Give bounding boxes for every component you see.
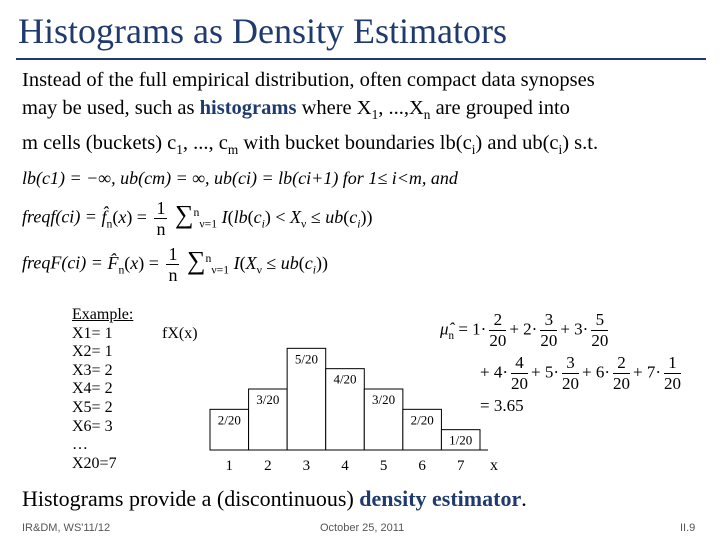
footer-page-number: II.9 (680, 522, 696, 534)
intro-line-1: Instead of the full empirical distribution, often compact data synopses (22, 69, 595, 91)
footer-course: IR&DM, WS'11/12 (22, 522, 111, 534)
x-tick-label: 5 (379, 458, 388, 474)
boundary-condition: lb(c1) = −∞, ub(cm) = ∞, ub(ci) = lb(ci+1) for 1≤ i<m, and (22, 168, 458, 188)
example-value: X5= 2 (72, 398, 113, 416)
example-value: X6= 3 (72, 417, 113, 435)
histogram-bar-label: 2/20 (217, 412, 241, 428)
histogram-bar-label: 5/20 (294, 351, 318, 367)
histograms-term: histograms (199, 97, 297, 119)
example-value: X3= 2 (72, 361, 113, 379)
freq-F-formula (22, 244, 328, 285)
histogram-bar-label: 4/20 (333, 371, 357, 387)
example-list (72, 306, 133, 473)
example-value: … (72, 436, 88, 454)
histogram-bar-label: 2/20 (410, 412, 434, 428)
example-value: X2= 1 (72, 343, 113, 361)
title-divider (16, 58, 706, 60)
histogram-bar-label: 3/20 (256, 392, 280, 407)
histogram-tick-labels (226, 458, 465, 474)
footer-date: October 25, 2011 (320, 522, 405, 534)
x-tick-label: 1 (225, 458, 234, 474)
freq-f-formula (22, 198, 372, 239)
histogram-bar-label: 1/20 (449, 432, 473, 448)
mean-estimate-formula (440, 310, 684, 416)
example-value: X1= 1 (72, 324, 113, 342)
intro-paragraph (22, 66, 712, 164)
freq-F-label: freqF(ci) = (22, 252, 103, 273)
mean-estimate-line-2: + 4· $\frac{4}{20}$ + 5· $\frac{3}{20}$ + 6· $\frac{2}{20}$ + 7· $\frac{1}{20}$ (480, 353, 681, 393)
freq-F-expression: $F̂_n(x)$ = $\frac{1}{n}$ ∑$^n_{\nu=1}$ $I(X_\nu \le ub(c_i))$ (107, 244, 329, 285)
freq-f-label: freqf(ci) = (22, 206, 97, 227)
x-tick-label: 4 (341, 458, 349, 474)
x-axis-label: x (490, 457, 498, 474)
example-heading: Example: (72, 306, 134, 323)
x-tick-label: 6 (418, 458, 426, 474)
mean-estimate-value: 3.65 (493, 396, 524, 415)
x-tick-label: 2 (264, 458, 272, 474)
freq-f-expression: $f̂_n(x)$ = $\frac{1}{n}$ ∑$^n_{\nu=1}$ $I(lb(c_i) < X_\nu \le ub(c_i))$ (101, 198, 373, 239)
slide-title: Histograms as Density Estimators (18, 11, 507, 51)
x-tick-label: 3 (302, 458, 311, 474)
mean-estimate-line-3: = 3.65 (480, 396, 524, 415)
example-value: X20=7 (72, 454, 117, 472)
intro-line-3: m cells (buckets) $c_1$, ..., $c_m$ with bucket boundaries $lb(c_i)$ and $ub(c_i)$ s.t. (22, 132, 599, 158)
x-tick-label: 7 (456, 458, 465, 474)
mean-estimate-line-1: $\mû_n = 1\cdot$ $\frac{2}{20}$ + 2· $\frac{3}{20}$ + 3· $\frac{5}{20}$ (440, 310, 609, 350)
example-value: X4= 2 (72, 380, 113, 398)
histogram-bar-label: 3/20 (372, 392, 396, 407)
y-axis-label: fX(x) (162, 325, 198, 342)
intro-line-2: may be used, such as histograms where $X_1$, $...,X_n$ are grouped into (22, 97, 570, 123)
summary-statement: Histograms provide a (discontinuous) density estimator. (22, 486, 527, 511)
density-estimator-term: density estimator (359, 486, 522, 511)
